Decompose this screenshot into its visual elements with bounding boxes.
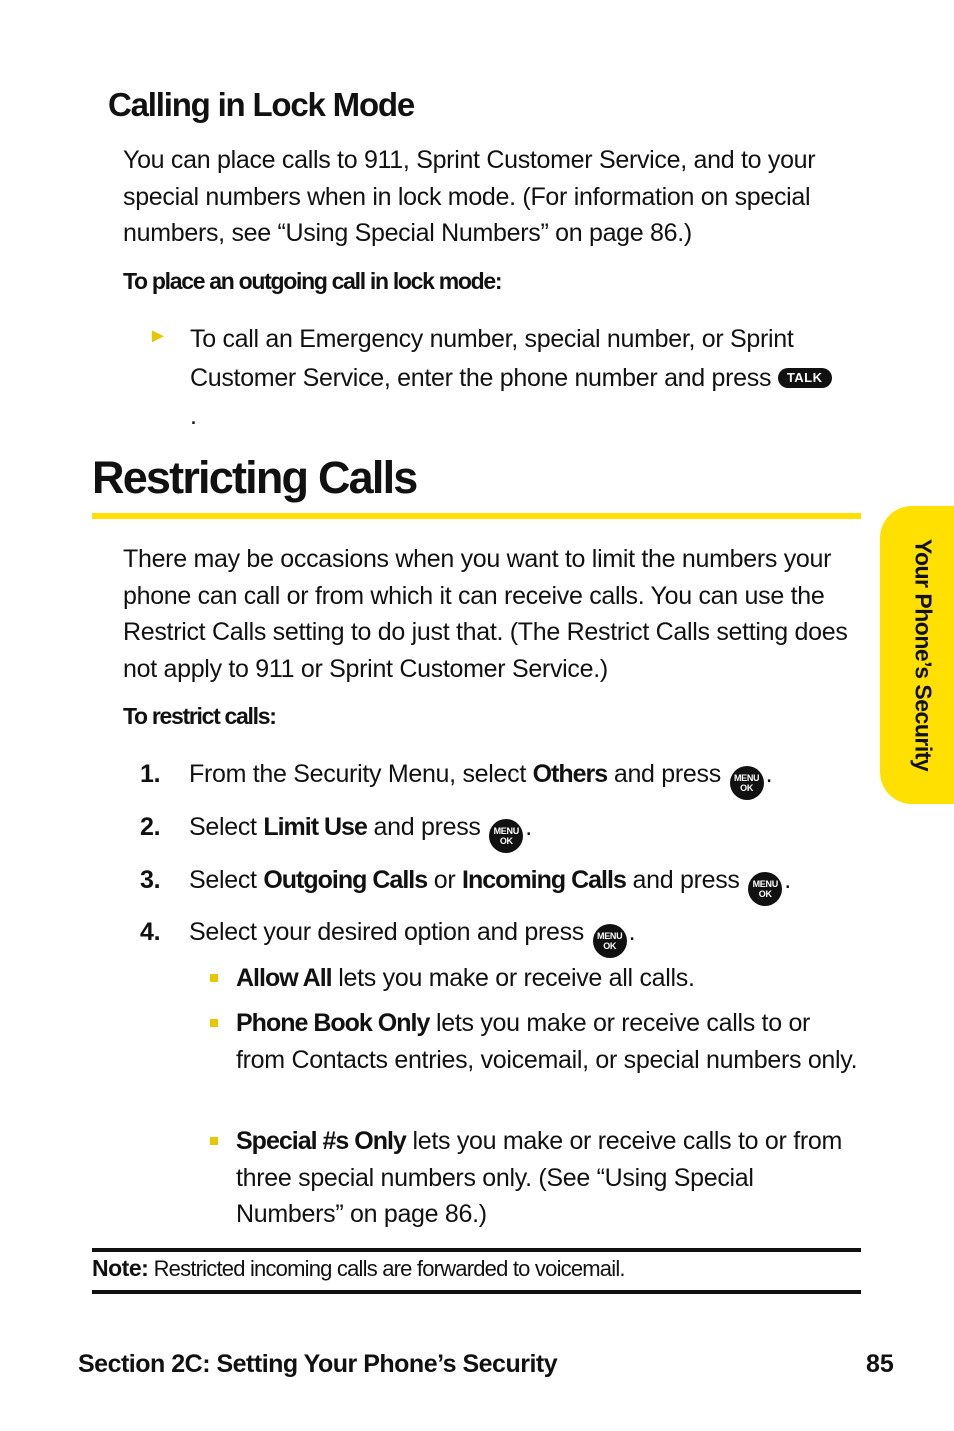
menu-ok-key-icon: MENU OK <box>748 872 782 906</box>
option-allow-all <box>210 960 860 997</box>
lock-mode-step-text: To call an Emergency number, special number, or Sprint Customer Service, enter the phone number and press TALK. <box>190 320 838 436</box>
note-top-rule <box>92 1248 861 1252</box>
page-title: Restricting Calls <box>92 452 417 503</box>
lock-mode-paragraph: You can place calls to 911, Sprint Customer Service, and to your special numbers when in lock mode. (For information on special numbers, see “Using Special Numbers” on page 86.) <box>123 146 816 247</box>
step-number: 4. <box>140 918 161 946</box>
restricting-paragraph: There may be occasions when you want to limit the numbers your phone can call or from which it can receive calls. You can use the Restrict Calls setting to do just that. (The Restrict Calls setting does not apply to 911 or Sprint Customer Service.) <box>123 545 848 683</box>
procedure-label-lock-mode: To place an outgoing call in lock mode: <box>123 268 502 294</box>
step-4 <box>140 914 860 958</box>
step-number: 2. <box>140 813 161 841</box>
step-text: From the Security Menu, select Others and press MENU OK . <box>189 756 860 800</box>
step-number: 3. <box>140 866 161 894</box>
title-underline-rule <box>92 513 861 519</box>
option-text: Phone Book Only lets you make or receive calls to or from Contacts entries, voicemail, or special numbers only. <box>236 1009 858 1074</box>
procedure-label-restrict: To restrict calls: <box>123 703 276 729</box>
note-text: Restricted incoming calls are forwarded to voicemail. <box>148 1256 625 1281</box>
section-heading-lock-mode: Calling in Lock Mode <box>108 86 415 123</box>
step-text: Select Outgoing Calls or Incoming Calls and press MENU OK . <box>189 862 860 906</box>
talk-key-icon: TALK <box>778 368 832 388</box>
square-bullet-icon <box>210 1019 218 1027</box>
square-bullet-icon <box>210 1137 218 1145</box>
step-2 <box>140 809 860 853</box>
side-tab-label: Your Phone’s Security <box>910 538 937 772</box>
option-special-only <box>210 1123 860 1233</box>
triangle-bullet-icon: ► <box>148 325 168 347</box>
option-text: Allow All lets you make or receive all calls. <box>236 964 695 992</box>
step-text: Select Limit Use and press MENU OK . <box>189 809 860 853</box>
option-phone-book-only <box>210 1005 860 1078</box>
menu-ok-key-icon: MENU OK <box>593 924 627 958</box>
step-text: Select your desired option and press MENU OK . <box>189 914 860 958</box>
square-bullet-icon <box>210 974 218 982</box>
step-number: 1. <box>140 760 161 788</box>
footer-section-title: Section 2C: Setting Your Phone’s Security <box>78 1350 558 1378</box>
note <box>92 1255 625 1282</box>
side-tab <box>880 506 954 804</box>
note-label: Note: <box>92 1255 149 1281</box>
step-3 <box>140 862 860 906</box>
step-1 <box>140 756 860 800</box>
note-bottom-rule <box>92 1290 861 1294</box>
menu-ok-key-icon: MENU OK <box>489 819 523 853</box>
page-number: 85 <box>866 1350 894 1378</box>
option-text: Special #s Only lets you make or receive calls to or from three special numbers only. (See “Using Special Numbers” on page 86.) <box>236 1127 842 1228</box>
lock-mode-step <box>148 320 838 436</box>
menu-ok-key-icon: MENU OK <box>730 766 764 800</box>
